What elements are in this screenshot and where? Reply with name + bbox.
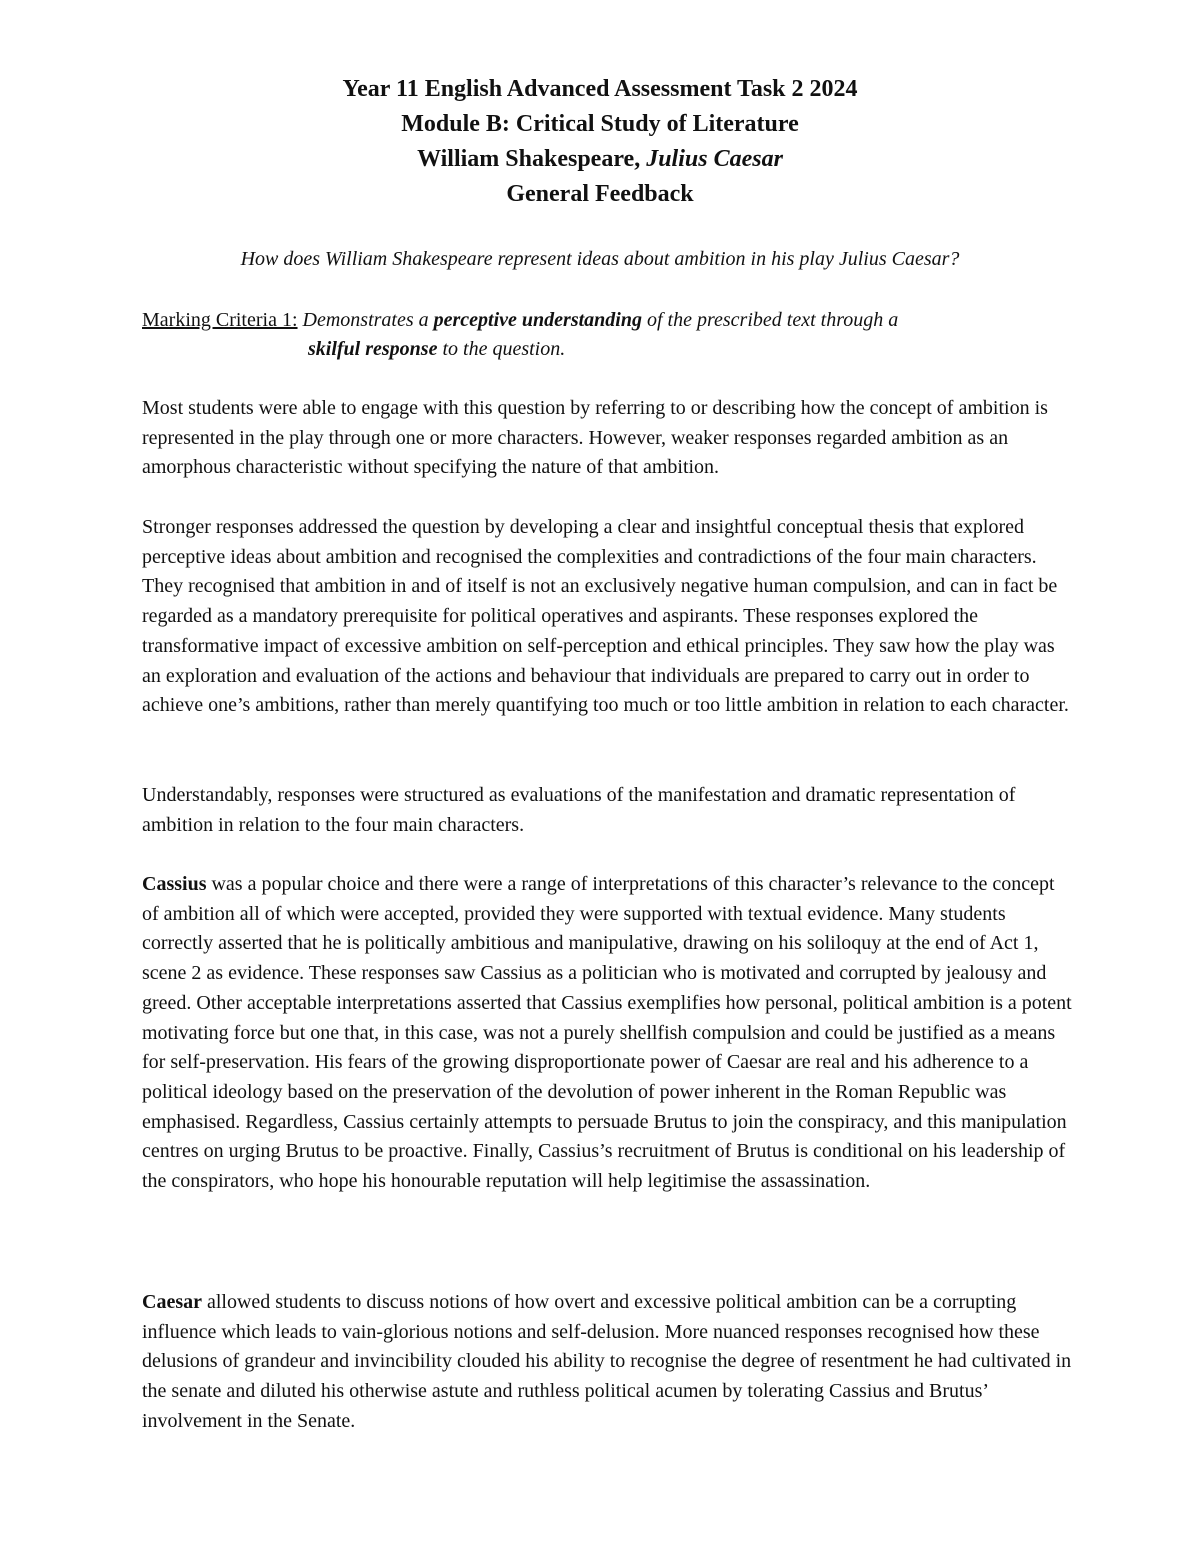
criteria-emphasis-2: skilful response bbox=[308, 338, 438, 360]
paragraph-caesar bbox=[142, 1288, 1072, 1437]
paragraph-caesar-text bbox=[142, 1288, 1072, 1437]
header-play: Julius Caesar bbox=[646, 146, 783, 172]
paragraph-2 bbox=[142, 513, 1072, 721]
criteria-text-2: of the prescribed text through a bbox=[641, 309, 899, 331]
marking-criteria bbox=[142, 306, 1042, 364]
criteria-line-1 bbox=[142, 306, 1042, 335]
criteria-label: Marking Criteria 1: bbox=[142, 309, 298, 331]
header-title: Year 11 English Advanced Assessment Task 2 2024 bbox=[342, 76, 858, 102]
criteria-text-3: to the question. bbox=[437, 338, 566, 360]
essay-question: How does William Shakespeare represent ideas about ambition in his play Julius Caesar? bbox=[240, 248, 960, 270]
criteria-emphasis-1: perceptive understanding bbox=[433, 309, 642, 331]
header-feedback: General Feedback bbox=[506, 181, 694, 207]
header-text bbox=[0, 142, 1200, 177]
paragraph-1-text: Most students were able to engage with this question by referring to or describing how the concept of ambition is represented in the play through one or more characters. However, weaker responses regarded ambition as an amorphous characteristic without specifying the nature of that ambition. bbox=[142, 397, 1048, 479]
header-module: Module B: Critical Study of Literature bbox=[401, 111, 799, 137]
caesar-name: Caesar bbox=[142, 1291, 202, 1313]
paragraph-cassius-text bbox=[142, 870, 1072, 1197]
cassius-name: Cassius bbox=[142, 873, 207, 895]
paragraph-cassius bbox=[142, 870, 1072, 1197]
paragraph-1 bbox=[142, 394, 1072, 483]
document-header bbox=[0, 72, 1200, 212]
paragraph-2-text: Stronger responses addressed the question by developing a clear and insightful conceptual thesis that explored perceptive ideas about ambition and recognised the complexities and contradictions of the four main characters. They recognised that ambition in and of itself is not an exclusively negative human compulsion, and can in fact be regarded as a mandatory prerequisite for political operatives and aspirants. These responses explored the transformative impact of excessive ambition on self-perception and ethical principles. They saw how the play was an exploration and evaluation of the actions and behaviour that individuals are prepared to carry out in order to achieve one’s ambitions, rather than merely quantifying too much or too little ambition in relation to each character. bbox=[142, 516, 1069, 717]
header-author: William Shakespeare, bbox=[417, 146, 647, 172]
cassius-text: was a popular choice and there were a range of interpretations of this character’s relevance to the concept of ambition all of which were accepted, provided they were supported with textual evidence. Many students correctly asserted that he is politically ambitious and manipulative, drawing on his soliloquy at the end of Act 1, scene 2 as evidence. These responses saw Cassius as a politician who is motivated and corrupted by jealousy and greed. Other acceptable interpretations asserted that Cassius exemplifies how personal, political ambition is a potent motivating force but one that, in this case, was not a purely shellfish compulsion and could be justified as a means for self-preservation. His fears of the growing disproportionate power of Caesar are real and his adherence to a political ideology based on the preservation of the devolution of power inherent in the Roman Republic was emphasised. Regardless, Cassius certainly attempts to persuade Brutus to join the conspiracy, and this manipulation centres on urging Brutus to be proactive. Finally, Cassius’s recruitment of Brutus is conditional on his leadership of the conspirators, who hope his honourable reputation will help legitimise the assassination. bbox=[142, 873, 1072, 1193]
paragraph-3-text: Understandably, responses were structured as evaluations of the manifestation and dramatic representation of ambition in relation to the four main characters. bbox=[142, 784, 1016, 836]
criteria-text-1: Demonstrates a bbox=[297, 309, 434, 331]
criteria-line-2 bbox=[142, 335, 1042, 364]
caesar-text: allowed students to discuss notions of how overt and excessive political ambition can be a corrupting influence which leads to vain-glorious notions and self-delusion. More nuanced responses recognised how these delusions of grandeur and invincibility clouded his ability to recognise the degree of resentment he had cultivated in the senate and diluted his otherwise astute and ruthless political acumen by tolerating Cassius and Brutus’ involvement in the Senate. bbox=[142, 1291, 1072, 1432]
paragraph-3 bbox=[142, 781, 1072, 840]
